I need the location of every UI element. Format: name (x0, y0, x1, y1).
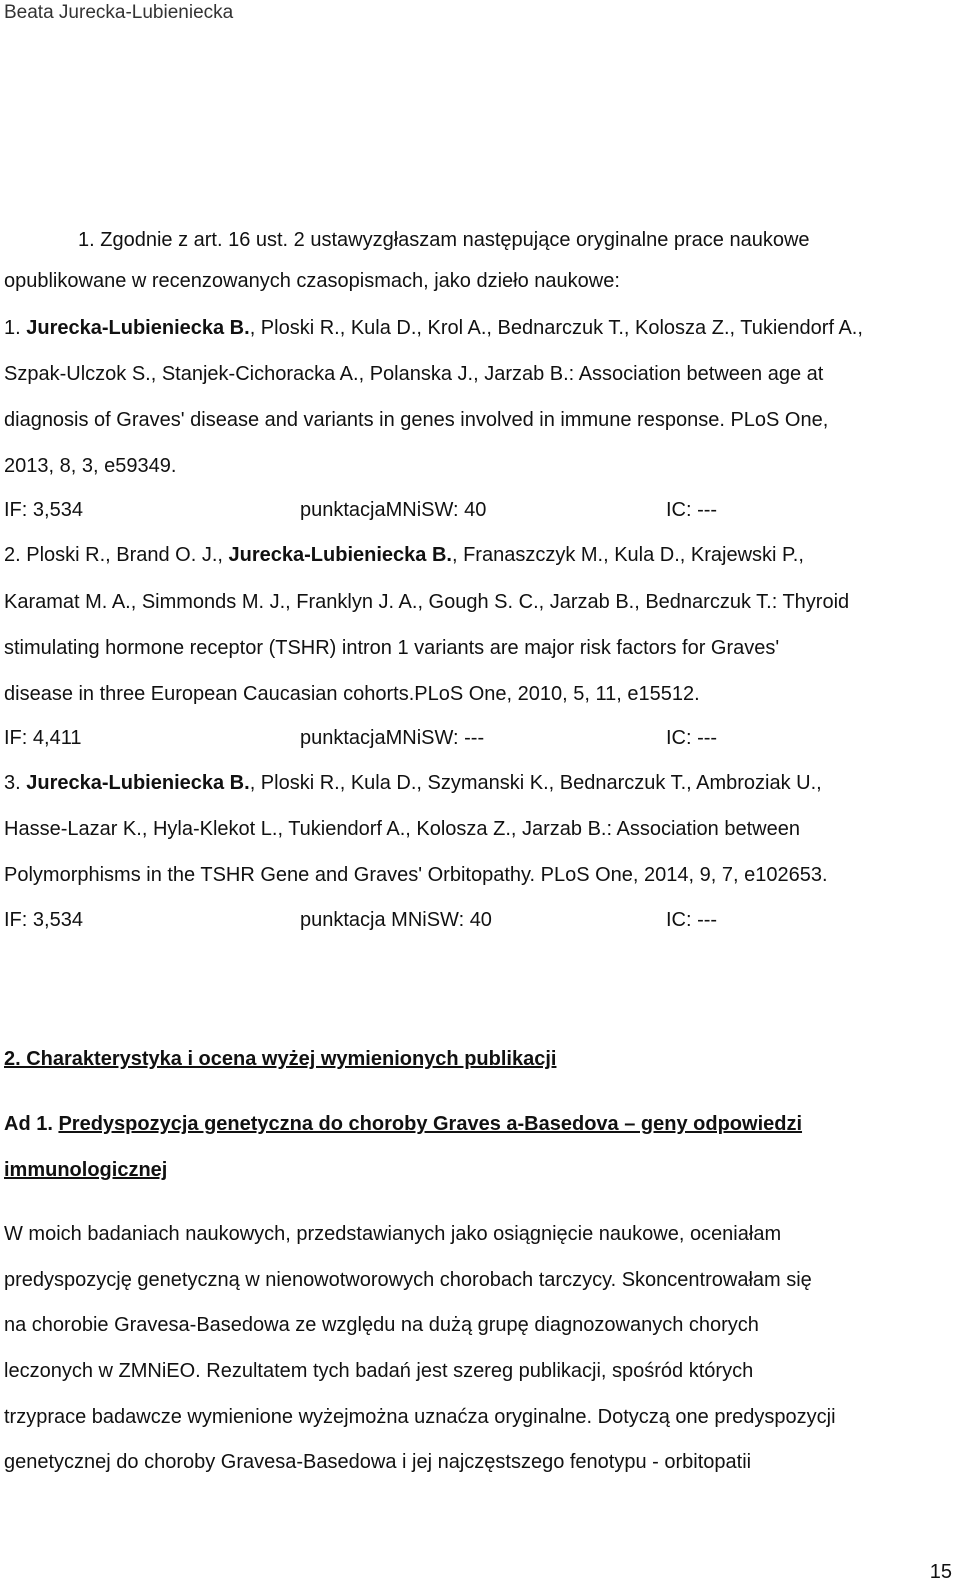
author-highlight: Jurecka-Lubieniecka B. (228, 544, 452, 566)
mnisw-points: punktacjaMNiSW: --- (300, 727, 485, 749)
impact-factor: IF: 4,411 (4, 727, 82, 749)
pub2-line: disease in three European Caucasian cohorts.PLoS One, 2010, 5, 11, e15512. (4, 683, 700, 705)
index-copernicus: IC: --- (666, 909, 718, 931)
pub1-line: diagnosis of Graves' disease and variants in genes involved in immune response. PLoS One, (4, 409, 829, 431)
section-heading: 2. Charakterystyka i ocena wyżej wymienionych publikacji (4, 1048, 557, 1070)
index-copernicus: IC: --- (666, 499, 718, 521)
pub1-line: 2013, 8, 3, e59349. (4, 455, 177, 477)
impact-factor: IF: 3,534 (4, 909, 83, 931)
ad1-title-continued: immunologicznej (4, 1159, 168, 1181)
body-paragraph-line: trzyprace badawcze wymienione wyżejmożna uznaćza oryginalne. Dotyczą one predyspozycji (4, 1406, 836, 1428)
body-paragraph-line: predyspozycję genetyczną w nienowotworowych chorobach tarczycy. Skoncentrowałam się (4, 1269, 812, 1291)
body-paragraph-line: W moich badaniach naukowych, przedstawianych jako osiągnięcie naukowe, oceniałam (4, 1223, 782, 1245)
author-highlight: Jurecka-Lubieniecka B. (26, 772, 250, 794)
mnisw-points: punktacjaMNiSW: 40 (300, 499, 487, 521)
ad1-title: Ad 1. Predyspozycja genetyczna do choroby Graves a-Basedova – geny odpowiedzi (4, 1113, 803, 1135)
pub3-line: Hasse-Lazar K., Hyla-Klekot L., Tukiendorf A., Kolosza Z., Jarzab B.: Association between (4, 818, 800, 840)
page-number: 15 (929, 1561, 952, 1583)
index-copernicus: IC: --- (666, 727, 718, 749)
author-highlight: Jurecka-Lubieniecka B. (26, 317, 250, 339)
body-paragraph-line: genetycznej do choroby Gravesa-Basedowa i jej najczęstszego fenotypu - orbitopatii (4, 1451, 752, 1473)
pub2-line: stimulating hormone receptor (TSHR) intron 1 variants are major risk factors for Graves' (4, 637, 780, 659)
pub3-line: Polymorphisms in the TSHR Gene and Graves' Orbitopathy. PLoS One, 2014, 9, 7, e102653. (4, 864, 828, 886)
running-header: Beata Jurecka-Lubieniecka (4, 2, 234, 23)
pub2-line: Karamat M. A., Simmonds M. J., Franklyn J. A., Gough S. C., Jarzab B., Bednarczuk T.: Thyroid (4, 591, 850, 613)
mnisw-points: punktacja MNiSW: 40 (300, 909, 492, 931)
pub2-line: 2. Ploski R., Brand O. J., Jurecka-Lubieniecka B., Franaszczyk M., Kula D., Krajewski P., (4, 544, 804, 566)
body-paragraph-line: leczonych w ZMNiEO. Rezultatem tych badań jest szereg publikacji, spośród których (4, 1360, 754, 1382)
body-paragraph-line: na chorobie Gravesa-Basedowa ze względu na dużą grupę diagnozowanych chorych (4, 1314, 759, 1336)
intro-line: opublikowane w recenzowanych czasopismach, jako dzieło naukowe: (4, 270, 620, 292)
impact-factor: IF: 3,534 (4, 499, 83, 521)
pub1-line: Szpak-Ulczok S., Stanjek-Cichoracka A., Polanska J., Jarzab B.: Association between age at (4, 363, 824, 385)
intro-line: 1. Zgodnie z art. 16 ust. 2 ustawyzgłaszam następujące oryginalne prace naukowe (78, 229, 810, 251)
pub3-line: 3. Jurecka-Lubieniecka B., Ploski R., Kula D., Szymanski K., Bednarczuk T., Ambroziak U., (4, 772, 822, 794)
pub1-line: 1. Jurecka-Lubieniecka B., Ploski R., Kula D., Krol A., Bednarczuk T., Kolosza Z., Tukiendorf A., (4, 317, 863, 339)
